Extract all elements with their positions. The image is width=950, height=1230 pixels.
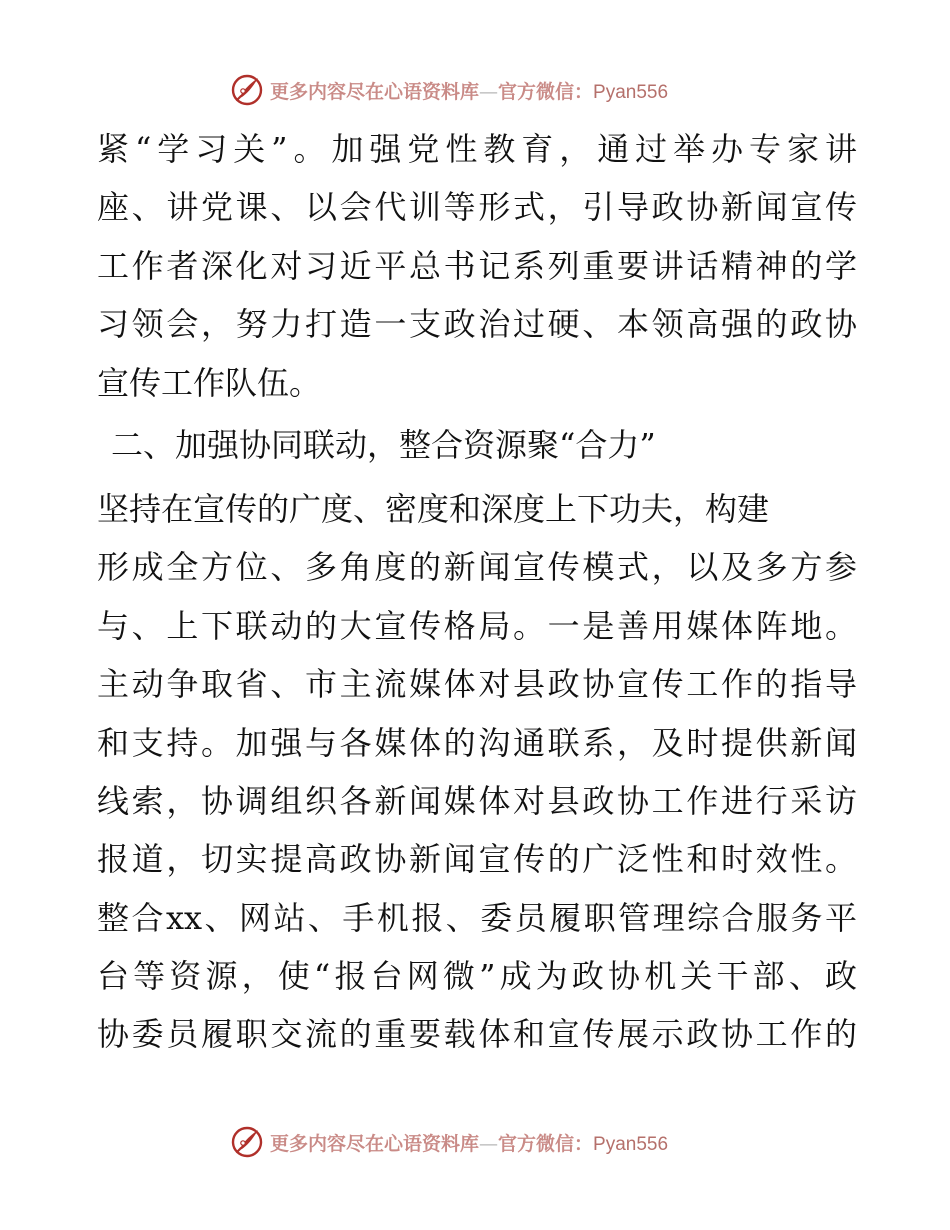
footer-dash: —	[479, 1132, 499, 1155]
paragraph-2-line: 形成全方位、多角度的新闻宣传模式，以及多方参	[97, 548, 857, 587]
paragraph-2-line: 台等资源，使“报台网微”成为政协机关干部、政	[97, 957, 857, 996]
paragraph-1-line: 座、讲党课、以会代训等形式，引导政协新闻宣传	[97, 188, 857, 227]
paragraph-2-line: 坚持在宣传的广度、密度和深度上下功夫，构建	[97, 489, 770, 528]
paragraph-1-line: 紧“学习关”。加强党性教育，通过举办专家讲	[97, 130, 857, 168]
paragraph-1-line: 工作者深化对习近平总书记系列重要讲话精神的学	[97, 246, 857, 285]
paragraph-2-line: 报道，切实提高政协新闻宣传的广泛性和时效性。	[97, 840, 857, 879]
header-site-text: 更多内容尽在心语资料库	[270, 80, 480, 103]
paragraph-1-line: 宣传工作队伍。	[97, 363, 322, 402]
quill-pen-logo-icon	[230, 73, 264, 107]
paragraph-2-line: 和支持。加强与各媒体的沟通联系，及时提供新闻	[97, 723, 857, 762]
document-body	[97, 120, 857, 1064]
paragraph-1	[97, 120, 857, 412]
paragraph-2-line: 协委员履职交流的重要载体和宣传展示政协工作的	[97, 1015, 857, 1054]
footer-site-text: 更多内容尽在心语资料库	[270, 1132, 480, 1155]
header-banner[interactable]	[230, 70, 668, 110]
paragraph-2-line: 整合xx、网站、手机报、委员履职管理综合服务平	[97, 898, 857, 937]
paragraph-2	[97, 480, 857, 1064]
header-dash: —	[479, 80, 499, 103]
quill-pen-logo-icon	[230, 1125, 264, 1159]
paragraph-2-line: 与、上下联动的大宣传格局。一是善用媒体阵地。	[97, 606, 857, 645]
paragraph-1-line: 习领会，努力打造一支政治过硬、本领高强的政协	[97, 305, 857, 344]
paragraph-2-line: 线索，协调组织各新闻媒体对县政协工作进行采访	[97, 781, 857, 820]
footer-contact-label: 官方微信：	[498, 1132, 594, 1155]
footer-banner-text	[270, 1129, 668, 1156]
header-wechat-id: Pyan556	[593, 81, 669, 103]
section-heading: 二、加强协同联动，整合资源聚“合力”	[111, 425, 656, 464]
header-contact-label: 官方微信：	[498, 80, 594, 103]
footer-banner[interactable]	[230, 1122, 668, 1162]
header-banner-text	[270, 77, 668, 104]
paragraph-2-line: 主动争取省、市主流媒体对县政协宣传工作的指导	[97, 665, 857, 704]
footer-wechat-id: Pyan556	[593, 1133, 669, 1155]
